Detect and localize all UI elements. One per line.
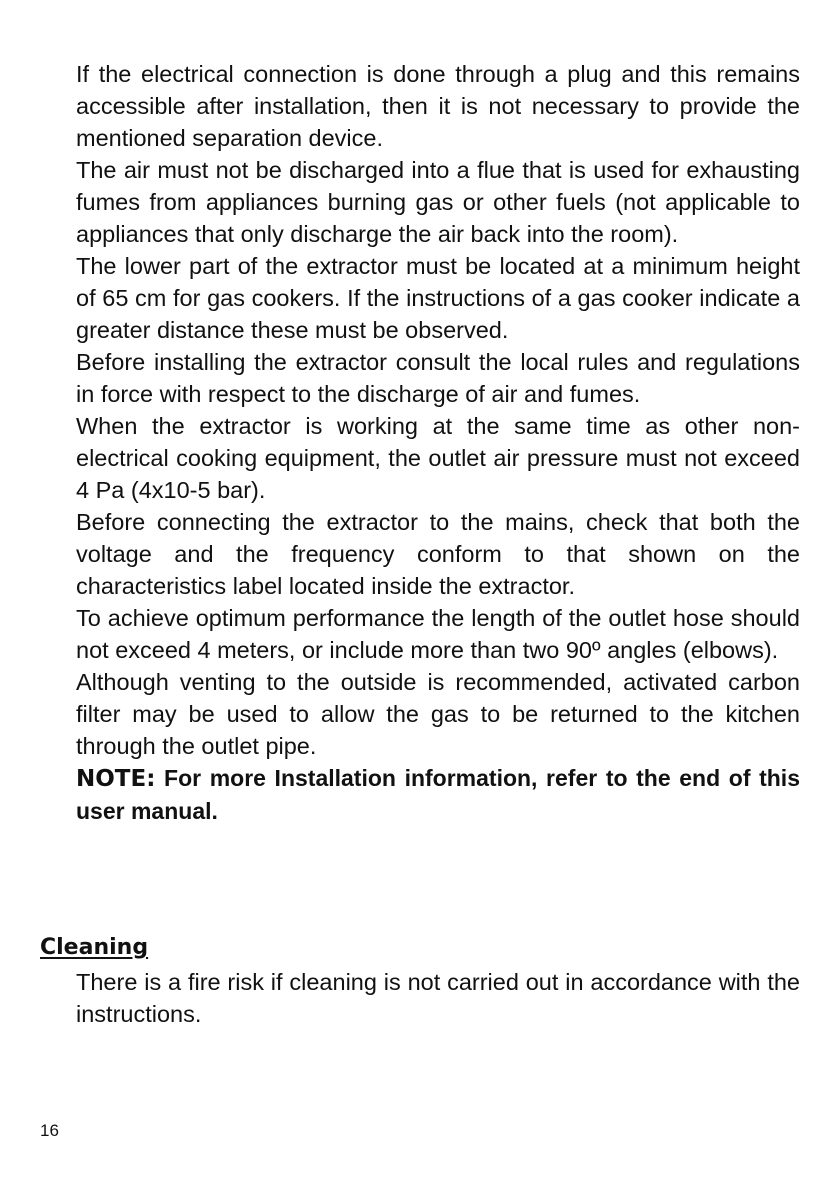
paragraph-voltage-check: Before connecting the extractor to the mains, check that both the voltage and the frequency conform to that shown on the characteristics label located inside the extractor.	[76, 509, 800, 599]
cleaning-heading: Cleaning	[40, 935, 149, 960]
cleaning-section	[76, 966, 800, 1030]
paragraph-fire-risk: There is a fire risk if cleaning is not carried out in accordance with the instructions.	[76, 969, 800, 1027]
paragraph-carbon-filter: Although venting to the outside is recommended, activated carbon filter may be used to allow the gas to be returned to the kitchen through the outlet pipe.	[76, 669, 800, 759]
paragraph-air-pressure: When the extractor is working at the same time as other non-electrical cooking equipment, the outlet air pressure must not exceed 4 Pa (4x10-5 bar).	[76, 413, 800, 503]
paragraph-outlet-hose: To achieve optimum performance the length of the outlet hose should not exceed 4 meters, or include more than two 90º angles (elbows).	[76, 605, 800, 663]
installation-note	[76, 762, 800, 827]
note-label: NOTE:	[76, 766, 156, 792]
page-number: 16	[40, 1121, 59, 1140]
paragraph-flue-discharge: The air must not be discharged into a flue that is used for exhausting fumes from appliances burning gas or other fuels (not applicable to appliances that only discharge the air back into the room).	[76, 157, 800, 247]
paragraph-plug-connection: If the electrical connection is done through a plug and this remains accessible after installation, then it is not necessary to provide the mentioned separation device.	[76, 61, 800, 151]
paragraph-minimum-height: The lower part of the extractor must be located at a minimum height of 65 cm for gas cookers. If the instructions of a gas cooker indicate a greater distance these must be observed.	[76, 253, 800, 343]
paragraph-local-regulations: Before installing the extractor consult the local rules and regulations in force with respect to the discharge of air and fumes.	[76, 349, 800, 407]
installation-section	[76, 58, 800, 827]
note-text: For more Installation information, refer to the end of this user manual.	[76, 765, 800, 824]
